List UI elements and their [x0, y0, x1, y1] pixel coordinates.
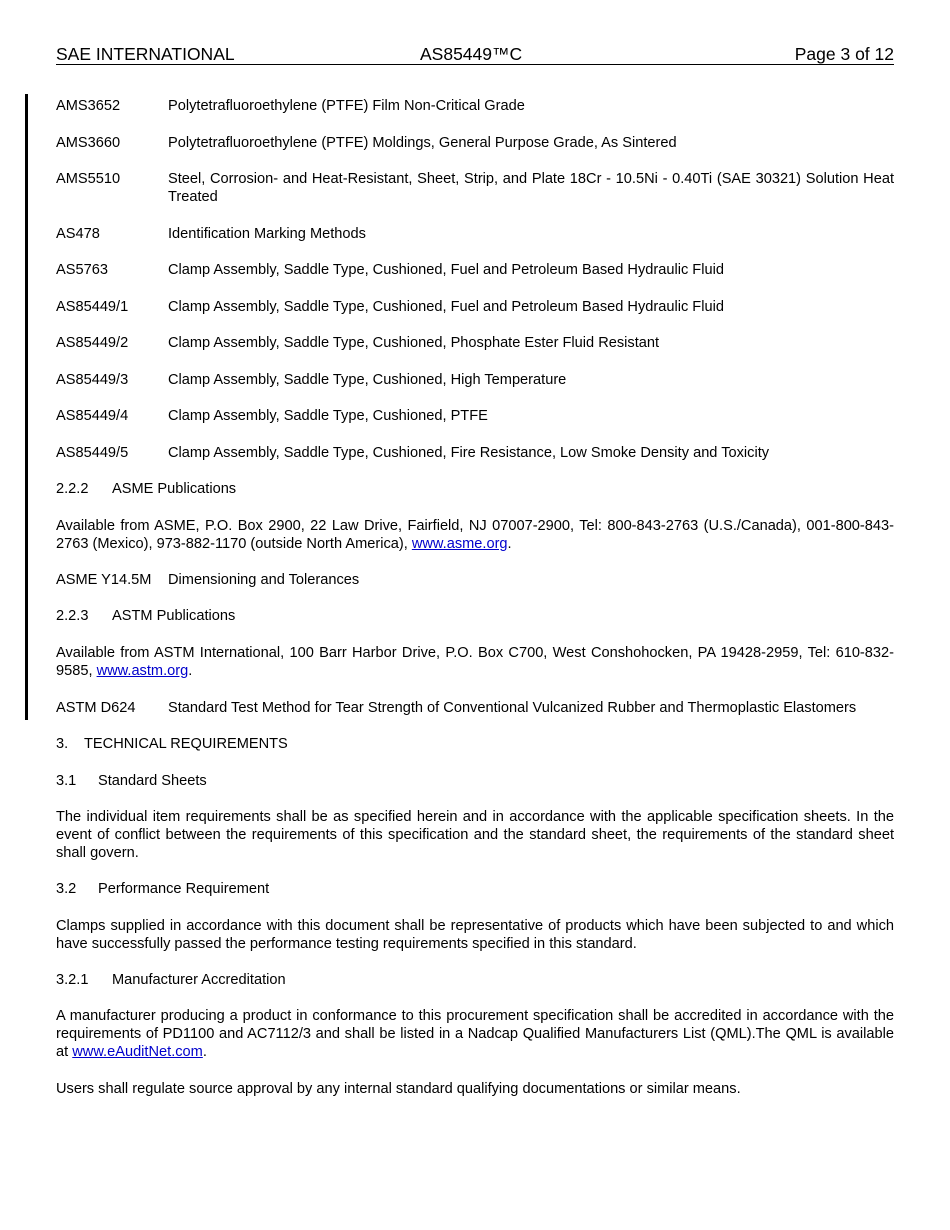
section-heading-performance-requirement [56, 880, 894, 898]
asme-availability-text: Available from ASME, P.O. Box 2900, 22 Law Drive, Fairfield, NJ 07007-2900, Tel: 800-843-2763 (U.S./Canada), 001-800-843-2763 (Mexico), 973-882-1170 (outside North America), [56, 518, 894, 552]
reference-code: AS85449/5 [56, 445, 129, 461]
section-heading-manufacturer-accreditation [56, 971, 894, 989]
reference-title: Identification Marking Methods [168, 226, 366, 242]
reference-code: AS85449/2 [56, 335, 129, 351]
source-approval-paragraph: Users shall regulate source approval by any internal standard qualifying documentations or similar means. [56, 1081, 741, 1097]
reference-item [56, 699, 894, 717]
reference-item [56, 97, 894, 115]
astm-availability-text: Available from ASTM International, 100 Barr Harbor Drive, P.O. Box C700, West Conshohocken, PA 19428-2959, Tel: 610-832-9585, [56, 645, 894, 679]
page-header [56, 44, 894, 65]
header-doc-id: AS85449™C [420, 44, 523, 64]
reference-item [56, 134, 894, 152]
section-number: 2.2.2 [56, 481, 89, 497]
reference-code: AMS3660 [56, 135, 121, 151]
section-heading-technical-requirements [56, 735, 894, 753]
reference-code: ASME Y14.5M [56, 572, 152, 588]
reference-item [56, 261, 894, 279]
reference-title: Clamp Assembly, Saddle Type, Cushioned, Fuel and Petroleum Based Hydraulic Fluid [168, 299, 724, 315]
section-number: 3.2 [56, 881, 77, 897]
reference-code: AS85449/1 [56, 299, 129, 315]
reference-code: AS478 [56, 226, 100, 242]
section-heading-standard-sheets [56, 772, 894, 790]
reference-item [56, 334, 894, 352]
section-title: ASME Publications [112, 481, 237, 497]
reference-title: Clamp Assembly, Saddle Type, Cushioned, Fire Resistance, Low Smoke Density and Toxicity [168, 445, 770, 461]
asme-availability-paragraph: Available from ASME, P.O. Box 2900, 22 Law Drive, Fairfield, NJ 07007-2900, Tel: 800-843-2763 (U.S./Canada), 001-800-843-2763 (Mexico), 973-882-1170 (outside North America), www.asme.org. [56, 518, 894, 552]
reference-title: Clamp Assembly, Saddle Type, Cushioned, PTFE [168, 408, 488, 424]
accreditation-text: A manufacturer producing a product in conformance to this procurement specification shall be accredited in accordance with the requirements of PD1100 and AC7112/3 and shall be listed in a Nadcap Qualified Manufacturers List (QML).The QML is available at [56, 1008, 894, 1060]
reference-item [56, 407, 894, 425]
reference-title: Dimensioning and Tolerances [168, 572, 360, 588]
section-title: TECHNICAL REQUIREMENTS [84, 736, 288, 752]
reference-title: Polytetrafluoroethylene (PTFE) Film Non-Critical Grade [168, 98, 525, 114]
section-title: Standard Sheets [98, 773, 207, 789]
reference-code: ASTM D624 [56, 700, 136, 716]
reference-code: AMS5510 [56, 171, 121, 187]
standard-sheets-paragraph: The individual item requirements shall be as specified herein and in accordance with the applicable specification sheets. In the event of conflict between the requirements of this specification and the standard sheet, the requirements of the standard sheet shall govern. [56, 809, 894, 861]
section-number: 3.1 [56, 773, 77, 789]
reference-code: AS5763 [56, 262, 108, 278]
section-number: 3.2.1 [56, 972, 89, 988]
header-org: SAE INTERNATIONAL [56, 44, 235, 64]
section-heading-astm [56, 607, 894, 625]
reference-title: Clamp Assembly, Saddle Type, Cushioned, High Temperature [168, 372, 567, 388]
section-title: ASTM Publications [112, 608, 236, 624]
reference-title: Clamp Assembly, Saddle Type, Cushioned, Fuel and Petroleum Based Hydraulic Fluid [168, 262, 724, 278]
astm-availability-paragraph: Available from ASTM International, 100 Barr Harbor Drive, P.O. Box C700, West Conshohocken, PA 19428-2959, Tel: 610-832-9585, www.astm.org. [56, 645, 894, 679]
section-title: Performance Requirement [98, 881, 270, 897]
reference-code: AMS3652 [56, 98, 121, 114]
reference-item [56, 170, 894, 206]
astm-link[interactable]: www.astm.org [96, 663, 189, 679]
reference-title: Standard Test Method for Tear Strength of Conventional Vulcanized Rubber and Thermoplastic Elastomers [168, 700, 857, 716]
performance-requirement-paragraph: Clamps supplied in accordance with this document shall be representative of products which have been subjected to and which have successfully passed the performance testing requirements specified in this standard. [56, 918, 894, 952]
reference-item [56, 444, 894, 462]
reference-item [56, 298, 894, 316]
reference-title: Steel, Corrosion- and Heat-Resistant, Sheet, Strip, and Plate 18Cr - 10.5Ni - 0.40Ti (SAE 30321) Solution Heat Treated [168, 171, 894, 205]
eauditnet-link[interactable]: www.eAuditNet.com [72, 1044, 203, 1060]
asme-link[interactable]: www.asme.org [411, 536, 508, 552]
reference-title: Polytetrafluoroethylene (PTFE) Moldings, General Purpose Grade, As Sintered [168, 135, 677, 151]
revision-change-bar [25, 94, 28, 720]
section-number: 2.2.3 [56, 608, 89, 624]
manufacturer-accreditation-paragraph: A manufacturer producing a product in conformance to this procurement specification shall be accredited in accordance with the requirements of PD1100 and AC7112/3 and shall be listed in a Nadcap Qualified Manufacturers List (QML).The QML is available at www.eAuditNet.com. [56, 1008, 894, 1060]
reference-title: Clamp Assembly, Saddle Type, Cushioned, Phosphate Ester Fluid Resistant [168, 335, 660, 351]
header-page-number: Page 3 of 12 [794, 44, 894, 64]
section-title: Manufacturer Accreditation [112, 972, 286, 988]
reference-code: AS85449/4 [56, 408, 129, 424]
reference-item [56, 571, 894, 589]
reference-item [56, 371, 894, 389]
section-heading-asme [56, 480, 894, 498]
reference-code: AS85449/3 [56, 372, 129, 388]
section-number: 3. [56, 736, 69, 752]
reference-item [56, 225, 894, 243]
